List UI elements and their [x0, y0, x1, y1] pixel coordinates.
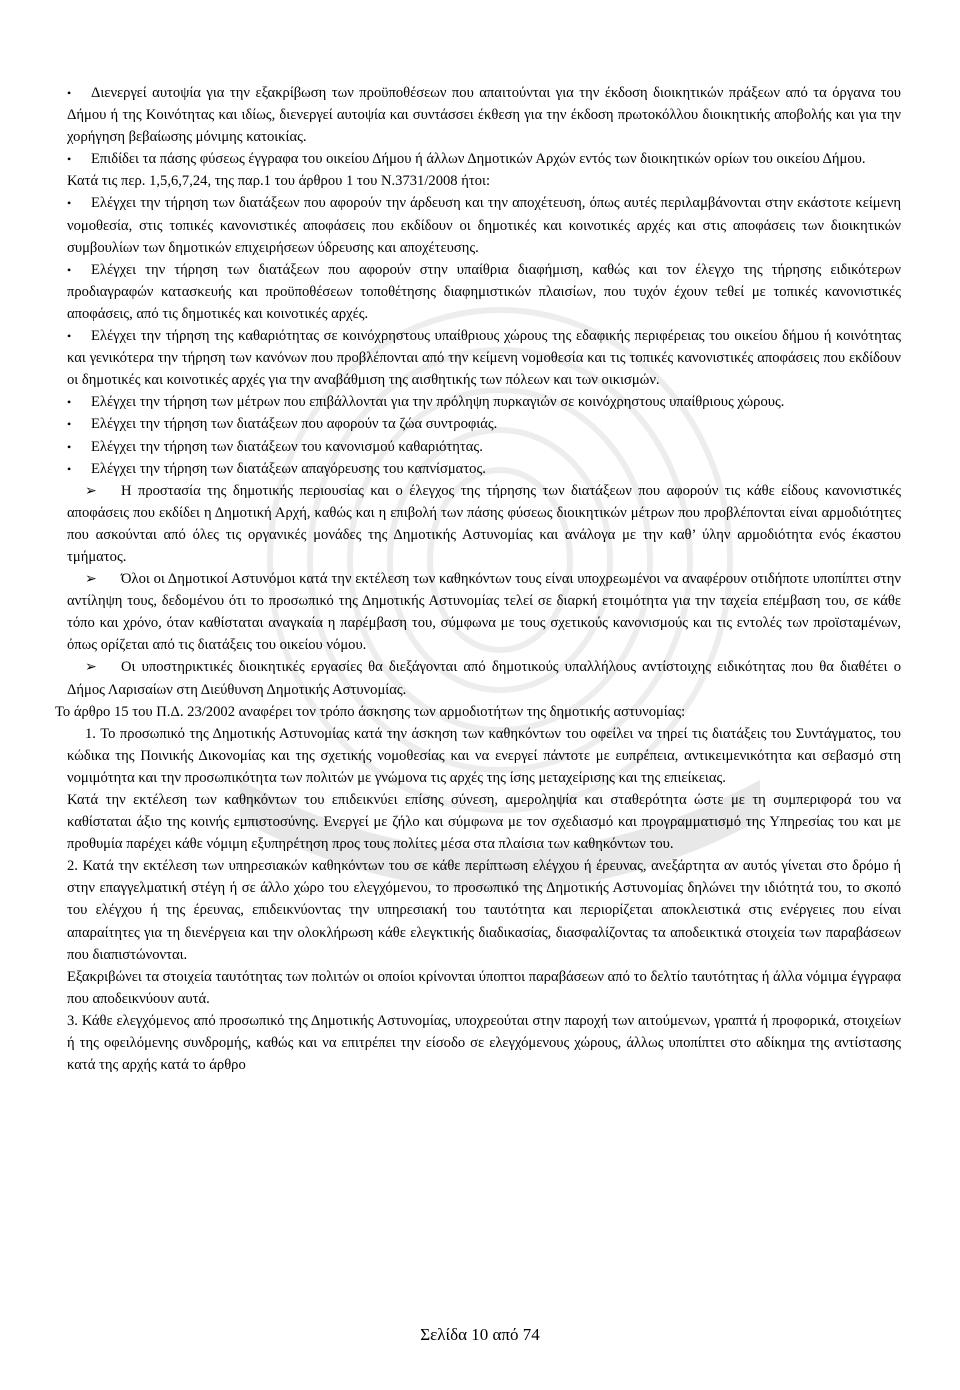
paragraph-outdent: Το άρθρο 15 του Π.Δ. 23/2002 αναφέρει τον τρόπο άσκησης των αρμοδιοτήτων της δημοτικής αστυνομίας:	[55, 703, 686, 720]
paragraph-bullet-a: • Διενεργεί αυτοψία για την εξακρίβωση των προϋποθέσεων που απαιτούνται για την έκδοση διοικητικών πράξεων από τα όργανα του Δήμου ή της Κοινότητας και ιδίως, διενεργεί αυτοψία και συντάσσει έκθεση για την έκδοση πρωτοκόλλου διοικητικής αποβολής και για την χορήγηση βεβαίωσης μόνιμης κατοικίας.	[67, 82, 901, 148]
paragraph-plain: 2. Κατά την εκτέλεση των υπηρεσιακών καθηκόντων του σε κάθε περίπτωση ελέγχου ή έρευνας, ανεξάρτητα αν αυτός γίνεται στο δρόμο ή στην επαγγελματική στέγη ή σε άλλο χώρο του ελεγχόμενου, το προσωπικό της Δημοτικής Αστυνομίας δηλώνει την ιδιότητά του, το σκοπό του ελέγχου ή της έρευνας, επιδεικνύοντας την υπηρεσιακή του ταυτότητα και περιορίζεται αποκλειστικά στις ενέργειες που είναι απαραίτητες για τη διενέργεια και την ολοκλήρωση κάθε ελεγκτικής διαδικασίας, διασφαλίζοντας τα αποδεικτικά στοιχεία των παραβάσεων που διαπιστώνονται.	[67, 858, 901, 963]
paragraph-num-first: 1. Το προσωπικό της Δημοτικής Αστυνομίας κατά την άσκηση των καθηκόντων του οφείλει να τηρεί τις διατάξεις του Συντάγματος, του κώδικα της Ποινικής Δικονομίας και της σχετικής νομοθεσίας και να ενεργεί πάντοτε με ευπρέπεια, αντικειμενικότητα και σεβασμό στη νομιμότητα και την προσωπικότητα των πολιτών με γνώμονα τις αρχές της ίσης μεταχείρισης και της επιείκειας.	[67, 725, 901, 786]
paragraph-bullet-a: • Επιδίδει τα πάσης φύσεως έγγραφα του οικείου Δήμου ή άλλων Δημοτικών Αρχών εντός των διοικητικών ορίων του οικείου Δήμου.	[67, 148, 901, 170]
paragraph-bullet-b: • Ελέγχει την τήρηση των διατάξεων απαγόρευσης του καπνίσματος.	[67, 458, 901, 480]
paragraph-bullet-b: • Ελέγχει την τήρηση των διατάξεων που αφορούν τα ζώα συντροφιάς.	[67, 413, 901, 435]
paragraph-bullet-b: • Ελέγχει την τήρηση της καθαριότητας σε κοινόχρηστους υπαίθριους χώρους της εδαφικής περιφέρειας του οικείου δήμου ή κοινότητας και γενικότερα την τήρηση των κανόνων που προβλέπονται από την κείμενη νομοθεσία και τις τοπικές κανονιστικές αποφάσεις που εκδίδουν οι δημοτικές και κοινοτικές αρχές για την αναβάθμιση της αισθητικής των πόλεων και των οικισμών.	[67, 325, 901, 391]
paragraph-plain: Κατά την εκτέλεση των καθηκόντων του επιδεικνύει επίσης σύνεση, αμεροληψία και σταθερότητα ώστε με τη συμπεριφορά του να καθίσταται άξιο της κοινής εμπιστοσύνης. Ενεργεί με ζήλο και σύμφωνα με τον σχεδιασμό και προγραμματισμό της Υπηρεσίας του και με προθυμία παρέχει κάθε νόμιμη εξυπηρέτηση προς τους πολίτες μέσα στα πλαίσια των καθηκόντων του.	[67, 792, 901, 853]
document-body	[55, 82, 901, 1076]
paragraph-arrow: ➢ Όλοι οι Δημοτικοί Αστυνόμοι κατά την εκτέλεση των καθηκόντων τους είναι υποχρεωμένοι να αναφέρουν οτιδήποτε υποπίπτει στην αντίληψη τους, δεδομένου ότι το προσωπικό της Δημοτικής Αστυνομίας τελεί σε διαρκή ετοιμότητα για την ταχεία επέμβαση του, σε κάθε τόπο και χρόνο, όταν καθίσταται αναγκαία η παρέμβαση του, σύμφωνα με τους σχετικούς κανονισμούς και τις εντολές των προϊσταμένων, όπως ορίζεται από τις διατάξεις του οικείου νόμου.	[67, 568, 901, 656]
paragraph-plain: Κατά τις περ. 1,5,6,7,24, της παρ.1 του άρθρου 1 του Ν.3731/2008 ήτοι:	[67, 173, 491, 190]
paragraph-bullet-b: • Ελέγχει την τήρηση των διατάξεων που αφορούν στην υπαίθρια διαφήμιση, καθώς και τον έλεγχο της τήρησης ειδικότερων προδιαγραφών κατασκευής και προϋποθέσεων τοποθέτησης διαφημιστικών πλαισίων, που τυχόν έχουν τεθεί με τοπικές κανονιστικές αποφάσεις, από τις δημοτικές και κοινοτικές αρχές.	[67, 259, 901, 325]
paragraph-plain: 3. Κάθε ελεγχόμενος από προσωπικό της Δημοτικής Αστυνομίας, υποχρεούται στην παροχή των αιτούμενων, γραπτά ή προφορικά, στοιχείων ή της οφειλόμενης συνδρομής, καθώς και να επιτρέπει την είσοδο σε ελεγχόμενους χώρους, άλλως υποπίπτει στο αδίκημα της αντίστασης κατά της αρχής κατά το άρθρο	[67, 1012, 901, 1074]
paragraph-bullet-b: • Ελέγχει την τήρηση των μέτρων που επιβάλλονται για την πρόληψη πυρκαγιών σε κοινόχρηστους υπαίθριους χώρους.	[67, 391, 901, 413]
page-number-footer: Σελίδα 10 από 74	[420, 1325, 540, 1344]
paragraph-bullet-b: • Ελέγχει την τήρηση των διατάξεων του κανονισμού καθαριότητας.	[67, 436, 901, 458]
paragraph-arrow: ➢ Οι υποστηρικτικές διοικητικές εργασίες θα διεξάγονται από δημοτικούς υπαλλήλους αντίστοιχης ειδικότητας που θα διαθέτει ο Δήμος Λαρισαίων στη Διεύθυνση Δημοτικής Αστυνομίας.	[67, 656, 901, 700]
paragraph-arrow: ➢ Η προστασία της δημοτικής περιουσίας και ο έλεγχος της τήρησης των διατάξεων που αφορούν τις κάθε είδους κανονιστικές αποφάσεις που εκδίδει η Δημοτική Αρχή, καθώς και η επιβολή των πάσης φύσεως διοικητικών μέτρων που προβλέπονται είναι αρμοδιότητες που ασκούνται από όλες τις οργανικές μονάδες της Δημοτικής Αστυνομίας και ανάλογα με την καθ’ ύλην αρμοδιότητα ενός έκαστου τμήματος.	[67, 480, 901, 568]
paragraph-plain: Εξακριβώνει τα στοιχεία ταυτότητας των πολιτών οι οποίοι κρίνονται ύποπτοι παραβάσεων από το δελτίο ταυτότητας ή άλλα νόμιμα έγγραφα που αποδεικνύουν αυτά.	[67, 968, 901, 1007]
paragraph-bullet-b: • Ελέγχει την τήρηση των διατάξεων που αφορούν την άρδευση και την αποχέτευση, όπως αυτές περιλαμβάνονται στην εκάστοτε κείμενη νομοθεσία, στις τοπικές κανονιστικές αποφάσεις που εκδίδουν οι δημοτικές και κοινοτικές αρχές και στις αποφάσεις των διοικητικών συμβουλίων των δημοτικών επιχειρήσεων ύδρευσης και αποχέτευσης.	[67, 192, 901, 258]
